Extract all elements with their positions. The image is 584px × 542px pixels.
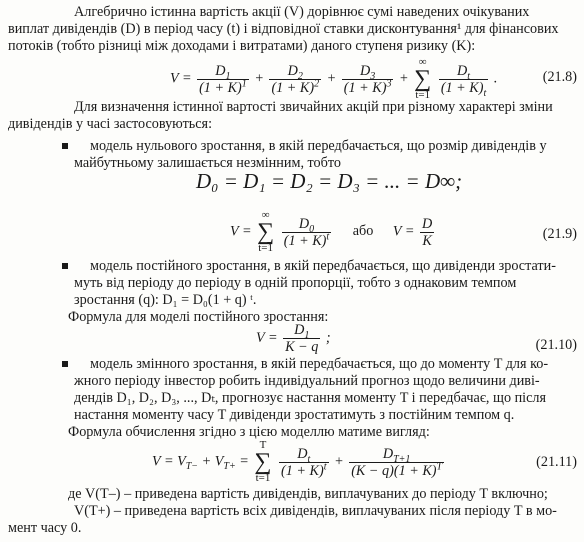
equation-number-21-8: (21.8) xyxy=(542,69,577,85)
equation-21-8: V = $\frac{D_1}{(1 + K)^1}$ + $\frac{D_2}{(1 + K)^2}$ + $\frac{D_3}{(1 + K)^3}$ + ∞ ∑ t=1 $\frac{D_t}{(1 + K)_t}$ . xyxy=(170,56,498,101)
or-word: або xyxy=(352,223,374,240)
paragraph2-line2: дивідендів у часі застосовуються: xyxy=(8,116,213,132)
bullet1-line1: модель нульового зростання, в якій передбачається, що розмір дивідендів у xyxy=(90,138,547,154)
bullet3-line3: дендів D₁, D₂, D₃, ..., Dₜ, прогнозує настання моменту T і передбачає, що після xyxy=(74,390,547,406)
paragraph2-line1: Для визначення істинної вартості звичайних акцій при різному характері зміни xyxy=(74,99,553,115)
equation-21-11: $V = V_{T-} + V_{T+} = T$ ∑ t=1 $\frac{D_t}{(1 + K)^t}$ + $\frac{D_{T+1}}{(K - q)(1 + K)^T}$ xyxy=(152,439,443,484)
bullet2-line2: муть від періоду до періоду в одній пропорції, тобто з однаковим темпом xyxy=(74,275,517,291)
paragraph1-line2: виплат дивідендів (D) в період часу (t) і відповідної ставки дисконтування¹ для фінансових xyxy=(8,21,559,37)
where-line1: де V(T–) – приведена вартість дивідендів, виплачуваних до періоду T включно; xyxy=(68,486,548,502)
paragraph1-line3: потоків (тобто різниці між доходами і витратами) даного ступеня ризику (K): xyxy=(8,38,476,54)
bullet3-line1: модель змінного зростання, в якій передбачається, що до моменту T для ко- xyxy=(90,356,549,372)
equation-number-21-9: (21.9) xyxy=(542,226,577,242)
bullet2-line3: зростання (q): D₁ = D₀(1 + q) ᵗ. xyxy=(74,292,257,308)
where-line2: V(T+) – приведена вартість всіх дивідендів, виплачуваних після періоду T в мо- xyxy=(74,503,557,519)
where-line3: мент часу 0. xyxy=(8,520,82,536)
equation-number-21-11: (21.11) xyxy=(536,454,577,470)
bullet3-line2: жного періоду інвестор робить індивідуальний прогноз щодо величини диві- xyxy=(74,373,540,389)
equation-21-9: V = ∞ ∑ t=1 $\frac{D_0}{(1 + K)^t}$ або V = $\frac{D}{K}$ xyxy=(230,209,433,254)
equation-zero-growth: D₀ = D₁ = D₂ = D₃ = ... = D∞; xyxy=(196,169,463,193)
bullet-marker xyxy=(62,263,68,269)
bullet2-line1: модель постійного зростання, в якій передбачається, що дивіденди зростати- xyxy=(90,258,556,274)
paragraph1-line1: Алгебрично істинна вартість акції (V) дорівнює сумі наведених очікуваних xyxy=(74,4,530,20)
bullet3-line4: настання моменту часу T дивіденди зростатимуть з постійним темпом q. xyxy=(74,407,515,423)
formula-var-label: Формула обчислення згідно з цією моделлю матиме вигляд: xyxy=(68,424,430,440)
equation-number-21-10: (21.10) xyxy=(535,337,577,353)
equation-21-10: V = $\frac{D_1}{K - q}$ ; xyxy=(256,322,331,355)
bullet-marker xyxy=(62,143,68,149)
formula-const-label: Формула для моделі постійного зростання: xyxy=(68,309,329,325)
bullet1-line2: майбутньому залишається незмінним, тобто xyxy=(74,155,341,171)
bullet-marker xyxy=(62,361,68,367)
